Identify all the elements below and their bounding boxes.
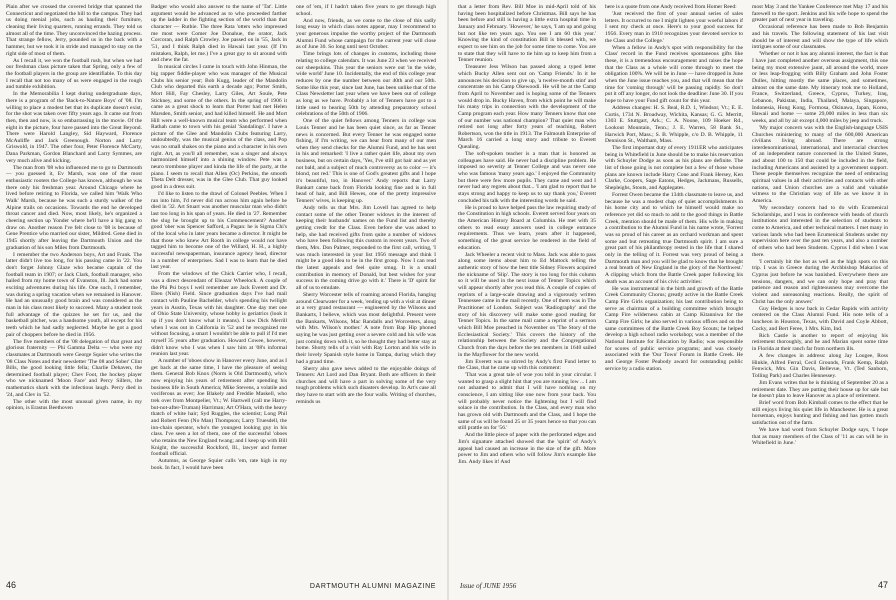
paragraph: The first important duty of every 1911ER who anticipates being in Whitefield in June should be to make his reservation with Schuyler Dodge as soon as his plans are definite. The list of those going is not complete but a few of those whose plans are known include Harry Cone and Frank Hersey, Ken Clarke, Coopers, Sage Eatons, Hedges, Jackmans, Russells, Shepleighs, Stouts, and Applegates. [605,145,743,192]
paragraph: He is proud to have helped pass the law requiring study of the Constitution in high schools. Everett served four years on the American History Board at Columbia. He met with 35 others to read essay answers used in college entrance requirements. Thus we learn, years after it happened, something of the great service he rendered in the field of education. [458,204,596,251]
paragraph: The man from '08 who influenced me to go to Dartmouth — you guessed it, Ev Marsh, was one of the most enthusiastic rooters the College has known, although he was there only his freshman year. Around Chicago where he lived before retiring to Florida, we called him 'Walk Who Walk' Marsh, because he was such a sturdy walker of the Alpine trails on occasions. Towards the end he developed throat cancer and died. Now, most likely, he's organized a cheering section up Yonder where he'll have a big gang to draw on. Another reason I've felt close to '08 is because of Gene Prentice who married our sister, Mildred. Gene died in 1945 shortly after leaving the Dartmouth Union and the graduation of his son Miles from Dartmouth. [6,164,142,251]
paragraph: 'I certainly hit the hot as well as the high spots on this trip. I was in Greece during the Archbishop Makarios of Cyprus just before he was banished. Everywhere there are tensions, dangers, and we can only hope and pray that patience and reason and righteousness may overcome the violent and unreasoning reactions. Really, the spirit of Christ has the only answer.' [752,258,888,305]
paragraph: most May 3 and the Yankee Conference met May 17 and his farewell to the sport. Jenkins and his wife hope to spend the greater part of next year in traveling. [752,4,888,24]
right-column-1 [458,4,596,570]
paragraph: Jim Evans writes that he is thinking of September 20 as a retirement date. They are putting their house up for sale but he doesn't plan to leave Hanover as a place of retirement. [752,379,888,400]
paragraph: I'd like to listen to the drawl of Colonel Peebles. When I ran into him, I'd never did run across him again before he died in '32. Art Stuart was another muscular man who didn't last too long in his span of years. He died in '27. Remember the slug he brought up to his Commencement? Another good 'ober was Spencer Safford, a Pagan: he is Sigma Chi's of the local who in later years became a director. It might be that those who knew Art Rooth in college would not have tagged him to become one of the Willard, H. H., a highly successful newspaperman, insurance agency head, director in a number of enterprises. Sad I was to learn that he died last year. [151,191,287,271]
paragraph: When a fellow in Andy's spot with responsibility for the Class' record in the Fund receives spontaneous gifts like these, it is a tremendous encouragement and raises the hope that the Class as a whole will come through to meet the obligation 100%. We will be in June — have dropped in June when the June issue reaches you, and that will mean that the time for 'coming through' will be passing rapidly. So don't put it off any longer, do not look the deadline: June 30. If you hope to have your Fund gift count for this year. [605,44,743,104]
page-number-right: 47 [877,580,888,590]
paragraph: Sherry also gave news added to the enjoyable doings of Tenners: Art Lord and Dan Bryant. Both are officers in their churches and will have a part in solving some of the very tough problems which such disasters develop. In Art's case all they have to start with are the four walls. Writing of churches, reminds us [296,365,436,405]
paragraph: 'My major concern was with the English-language USIS Churches ministering to many of the 600,000 American civilians living abroad. There are strong interdenominational, international, and interracial churches of an independent nature concerned in the United States, and about 100 to 150 that could be included in the field, including Americans and assisted by a government support. These people themselves recognize the need of embracing spiritual values in all their activities and contacts with other nations, and Union churches are a valid and valuable witness to the Christian way of life as we know it in America. [752,124,888,205]
paragraph: Address changes: H. S. Beal, R.D. 1, Windsor, Vt.; E. E. Curtis, 1734 N. Broadway, Wichita, Kansas; G. G. Merritt, 1303 E. Stuttgart, Ark.; C. A. Noone, 109 Hoeker Rd., Lookout Mountain, Tenn.; J. E. Warren, 58 Bank St., Harwich Port, Mass.; S. B. Whipple, c/o D. B. Whipple, 11 Dennison St., Waltham, Mass. [605,104,743,145]
paragraph: The five members of the '08 delegation of that great and glorious fraternity — Phi Gamma Delta — who were my classmates at Dartmouth were George Squier who writes the '08 Class Notes and their newsletter 'The 08 and Sober' Clint Bills, the good looking little fella; Charlie Dehaven, the determined football player; Chev Foot, the hockey player who we nicknamed 'Moon Face' and Percy Sillers, the mathematics shark with the infectious laugh. Percy died in '24, and Clev in '52. [6,338,142,398]
left-column-1 [6,4,142,570]
paragraph: We have had word from Schuyler Dodge says, 'I hope that as many members of the Class of '11 as can will be in Whitefield in June.' [752,427,888,447]
paragraph: 'My secondary concern had to do with Ecumenical Scholarships, and I was in conference with heads of church institutions and interested in the selection of students to come to America, and other technical matters. I met many in various lands who had been Ecumenical Students under my supervision here over the past ten years, and also a number of others who had been Students. Cyprus I did when I was there. [752,205,888,258]
paragraph: here is a quote from one Andy received from Homer Reed: [605,4,737,10]
paragraph: that a letter from Rev. Bill Moe in mid-April told of his having been hospitalized before Christmas. Bill says he has been before and still is having a little extra hospital time in January and February. 'However,' he says, 'I am up and going but not like ten years ago. You see I am 60 this year.' Knowing the kind of constitution Bill is blessed with, we expect to see him on the job for some time to come. You are to state that they will have to tie him up to keep him from a Tenner reunion. [458,4,596,64]
paragraph: The soft-spoken teacher is a man that is honored as colleagues have said. He never had a discipline problem. He imposed no severity at Tenner College and was never one who was famous 'many years ago.' I enjoyed the Community but there were few more pupils. They came and went and I never had any regrets about that... 'I am glad to report that he stays strong and happy to keep us to say thank you,' Everett concluded his talk with the interesting words he said. [458,151,596,204]
left-column-3 [296,4,436,570]
paragraph: In the Memorabilia I kept during undergraduate days, there is a program of the 'Back-to-Nature Boys' of '08. I'm willing to place a modest bet that its duplicate doesn't exist, for the shot was taken over fifty years ago. It came out from then, then and now, is so embarrassing in the movie. Of the eight in the picture, four have passed into the Great Beyond. There were Harold Langley, Sid Hayward, Florence McAuliffe and Jack Greenough. Norton and Larry Griswold, in 1947. The other four, Peter Florence McCarty, Dana Parkman, Gordon Blanchard and Larry Symmes, are very much alive and kicking. [6,91,142,164]
paragraph: Jim Everett was so stirred by Andy's first Fund letter to the Class, that he came up with this comment: [458,358,596,372]
magazine-title: DARTMOUTH ALUMNI MAGAZINE [309,583,436,590]
paragraph: And now, friends, as we come to the close of this sadly long essay in which class notes appear, may I recommend to your generous impulse the worthy project of the Dartmouth Alumni Fund whose campaign for the current year will close as of June 30. So long until next October. [296,17,436,51]
paragraph: He was instrumental in the birth and growth of the Battle Creek Community Chorus; greatly active in the Battle Creek Camp Fire Girls organization; his last contribution being to serve as chairman of a building committee which brought Camp Fire wilderness cabin at Camp Kitanniwa for the Camp Fire Girls; he also served in various offices and on the same committees of the Battle Creek Boy Scouts; he helped develop a high school radio workshop; was a member of the National Institute for Education by Radio; was responsible for scores of public service programs; and was closely associated with the 'Our Town' Forum in Battle Creek. He and George Foster Peabody award for outstanding public service by a radio station. [605,285,743,372]
paragraph: 'That was a great tale of woe you told in your circular. I wanted to grasp a slight hint that you are running low ... I am not ashamed to admit that I will have nothing on my conscience, I am sitting like one now from your back. You will probably never notice the lightening but I will find solace in the contribution. In the Class, and every man who has grown old with Dartmouth and the Class, and I hope the same of us will be found 25 or 35 years hence so that you can still prattle on for '56.' [458,372,596,432]
paragraph: 'Just received the first of your annual series of sales letters. It occurred to me I might lighten your woeful labors if I sent my check at once. Here's to your good success for 1956. Every man in 1910 recognizes your devoted service to the Class and the College.' [605,11,743,44]
paragraph: Sherry Worcester tells of roaming around Florida, hanging around Clearwater for a week, 'ending up with a visit at dinner at a very grand restaurant — engineered by the Wilsons and Bankarts, I believe, which was most delightful. Present were the Bankarts, Wilsons, Mac Randalls and Worcesters, along with Mrs. Wilson's mother.' A note from Bap Hip phoned saying he was just getting over a severe cold and his wife was just coming down with it, so he thought they had better stay at home. Shorty tells of a visit with Ray Lorton and his wife in their lovely Spanish style home in Tampa, during which they had a grand time. [296,291,436,365]
paragraph: One of the quiet fellows among Tenners in college was Louis Tenner and he has been quiet since, as far as Tenner news is concerned. But every Tenner he was engaged some fishing, if I'm writing, we can hear from many of our men when they send checks for the Alumni Fund, and he has sent in his and remarked: 'I live a rather quiet life, about my own business, but on certain days, 'Yes, I've still got hair and as yet not bald, and a subject of much controversy as to color — it's blond, not red.' This is one of God's greatest gifts and I hope it's beautiful, too, in Hanover.' Andy reports that Larry Bankart came back from Florida looking fine and is in full head of hair, and Bill Hewes, one of the pretty impressive Tenners' wives, is keeping up. [296,118,436,205]
paragraph: 'Whether or not it has any alumni interest, the fact is that I have just completed another overseas assignment, this one being my most extensive jaunt, all around the world, more or less leap-frogging with Billy Graham and John Foster Dulles, hitting mostly the same places, and sometimes, almost on the same date. My itinerary took me to Holland, France, Switzerland, Greece, Cyprus, Turkey, Iraq, Lebanon, Pakistan, India, Thailand, Malaya, Singapore, Indonesia, Hong Kong, Formosa, Okinawa, Japan, Korea, Hawaii and home — some 29,000 miles in less than six weeks, and all by air except 4,000 miles by jeep and truck. [752,51,888,124]
paragraph: A number of 'oboes show in Hanover every June, and as I get back at the same time, I have the pleasure of seeing them. General Bob Knox (Norm is Old Dartmouth), who's now enjoying his years of retirement after spending his business life in South America; Mike Stevens, a volatile and vociferous as ever; Joe Blakely and Freddie Maskell, who trek over from Montpelier, Vt.; W. Hartwell (call me Harry-but-not-after-Truman) Harriman; Art O'Hara, with the heavy thatch of white hair; Syd Ruggles, the scientist; Long Phil and Robert Fenn (No Man) Thompson; Larry Truesdell, the inn-chain operator, who's the youngest looking guy in his class. I've seen a lot of them, one of the successful 'oboes who retains the New England twang; and I keep up with Bill Knight, the successful Rockford, Ill., lawyer and former football official. [151,358,287,458]
paragraph: I remember the two Anderson boys, Art and Frank. The latter didn't live too long, for his passing came in '22. You don't forget Johnny Glaze who became captain of the football team in 1907; or Jack Clark, football manager, who hailed from my home town of Evanston, Ill. Jack had some exciting adventures during his life. One such, I remember, was during a spring vacation when we remained in Hanover. He had an unusually good brain and was considered as the man in his class most likely to succeed. Many a student took full advantage of the quizzes he set for us, and the basketball pitcher, was a handsome youth, all except for his teeth which he had sadly neglected. Maybe he got a good pair of choppers before he died in 1956. [6,251,142,338]
right-footer [448,572,896,600]
paragraph: Autumns, as George Squier calls 'em, rate high in my book. In fact, I would have been [151,458,287,471]
paragraph: Rich Castle is another to report of enjoying his retirement thoroughly, and he and Marian spent some time in Florida at their ranch far from northern ills. [752,332,888,352]
paragraph: Forrest Owen became the 134th classmate to leave us, and because he was a modest chap of quiet accomplishments in his home city and to which he himself would make no reference yet did so much to add to the good things in Battle Creek, mention should be made of them. His wife in making a contribution to the Alumni Fund in his name wrote, 'Forrest was so proud of his career as an orchard workman and spent some and but retreating true Dartmouth spirit. I am sure a great part of his philanthropy rested in the life that I shared only in the telling of it. Forrest was very proud of being a Dartmouth man and you will be glad to know that he brought a real breath of New England in the glory of the Northwest.' A clipping which from the Battle Creek paper following his death was an account of his civic activities: [605,192,743,285]
issue-label: Issue of JUNE 1956 [460,582,517,590]
paragraph: Guy Hedges is now back in Cedar Rapids with activity centered on the Class Alumni Fund. His note tells of a luncheon in Houston, Texas, with David and Coyle Abbott, Cocky, and Bert Feree, 1 Mrs. Kim, Ind. [752,305,888,332]
paragraph: Jack Wheeler a recent visit to Mass. Jack was able to pass along some items about him to Ed Mattock telling the authentic story of how the best title Sidney Flowers acquired the nickname of 'Slip'. The story is too long for this column so it will be used in the next issue of Tenner Topics which will appear shortly after you read this. A couple of copies of reprints of a large-scale drawing and a vigorously written Tennessee came in the mail recently. One of them was in The Practitioner of London. Subject was 'Radiography' and the story of his discovery will make some good reading for Tenner Topics. In the same mail came a reprint of a sermon which Bill Moe preached in November on 'The Story of the Ecclesiastical Society.' This covers the history of the relationship between the Society and the Congregational Church from the days before the ten members in 1640 sailed in the Mayflower for the new world. [458,251,596,358]
paragraph: Treasurer Jess Wilson has passed along a typed letter which Bucky Allen sent out on 'Camp Friends.' In it he announces his decision to give up, 'a twelve-month stint' and concentrate on his Camp Okewoodi. He will be at the Camp from April to November and is hoping some of the Tenners would drop in. Bucky Haven, from which point he will make his many trips in connection with the development of the Camp program each year. How many Tenners know that one of our number was national champion? That quiet man who retired not long after forty years of teaching, Robert Robertson, won the title in 1913. The Falmouth Enterprise of March 16 carried a long story and tribute to Everett Quealing. [458,64,596,151]
paragraph: In musical circles I came in touch with John Hinman, the big rapper fiddle-player who was manager of the Musical Clubs his senior year; Bob Kugg, leader of the Mandolin Club who departed this earth a decade ago; Porter Smith, Mort Hill, Fay Chesley, Larry Giles, Art Soule, Pete Stickney, and some of the others. In the spring of 1906 it came as a great shock to learn that Porter had met Helen Marsden, Smith senior, and had killed himself. He and Mort Hill were a well-known musical team who performed when Rathah came to town with his genial 'Sandalings'. I have a picture of the Glee and Mandolin Clubs featuring Larry, undoubtedly, was the musical genius of the class, and Pop was no small shakes on the piano and a character in his own right. Art, as you'll all remember, was a singer and always harmonized himself into a shining window. Pete was a neuro trombone player and kinda the life of the party, at the piano. I seem to recall that Allen (Oc) Perkins, the smooth Theta Delt dresser, was in the Glee Club. That guy looked good in a dress suit. [151,64,287,191]
right-column-2 [605,4,743,570]
paragraph: Occasional reference has been made to Bob Benjamin and his travels. The following statement of his last visit should be of interest and will show the type of life which intrigues some of our classmates. [752,24,888,51]
left-column-2 [151,4,287,570]
right-page [448,0,896,600]
paragraph: The other with the most unusual given name, in my opinion, is Erastus Beethoven [6,398,142,412]
paragraph: As I recall it, we won the football rush, but when we had our freshman class picture taken that Spring, only a few of the football players in the group are identifiable. To this day I recall that not too many of us were engaged in the rough and tumble exhibition. [6,57,142,91]
right-column-3 [752,4,888,570]
paragraph: one of 'em, if I hadn't taken five years to get through high school. [296,4,436,17]
paragraph: Plain after we crossed the covered bridge that spanned the Connecticut and negotiated the hill to the campus. They had us doing menial jobs, such as hauling their furniture, cleaning their living quarters, running errands. They told us almost all of the time. They unconvinced the hazing process. That strange fellow, Jerry, pounded us in the back with a hammer, but we took it in stride and managed to stay on the right side of most of them. [6,4,142,57]
paragraph: From the windows of the Chick Carrier who, I recall, was a direct descendant of Eleazar Wheelock. A couple of the Phi Psi boys I well remember are Jack Everett and Dr. Eben (Nish) Field. Since graduation days I've had mail contact with Pauline Bachelder, who's spending his twilight years in Austin, Texas with his daughter. One day met one of Ohio State University, whose hobby is geriatrics (look it up if you don't know what it means). I saw Dick Merrill when I was out in California in '52 and he recognized me without focusing, a smart I wouldn't be able to pull if I'd met myself 35 years after graduation. Howard Cowee, however, didn't know who I was when I saw him at '08's informal reunion last year. [151,271,287,358]
paragraph: Badger who would also answer to the name of 'Tat'. Little argument would be advanced as to who proceeded farther up the ladder in the fighting section of the world than that character — Ruthie. The three Rata 'otters who impressed me most were Comer Joe Donahue, the orator, Jack Corcoran, and Ralph Crowley. Joe passed on in '55, Jack in '51, and I think Ralph died in Hawaii last year. (If I'm mistaken, Ralph, let me.) I've a great guy to sit around with and chew the fat. [151,4,287,64]
paragraph: And the little piece of paper with the perforated edges and Jim's signature attached showed that the 'spirit' of Andy's appeal had caused an increase in the size of the gift. More power to Jim and others who will follow Jim's example like Jim. Andy likes it! And [458,432,596,466]
page-number-left: 46 [6,580,17,590]
paragraph: A few changes in address: along Jay Lougee, Ross Hinkle, Alfred Ferral, Cecil Grounds, Frank Kemp, Ralph Fenwick, Mrs. Gin Davis, Bellevue, Vt. (Ted Sanborn, Tolling Park) and Charles Hennessey. [752,352,888,379]
paragraph: Andy tells us that Mrs. Jim Lovell has agreed to help contact some of the other Tenner widows in the interest of keeping their husbands' names on the Fund list and thereby getting credit for the Class. Even before she was asked to help, she had received gifts from quite a number of widows who have been following this custom in recent years. Two of them, Mrs. Don Palmer, responded to the first call, writing, 'I was much interested in your list 1956 message and think I might be a good idea to be in the first group. Now I can read the latest appeals and feel quite smug. It is a small contribution in memory of Donald, but best wishes for your success in the coming drive go with it.' There is 'D' spirit for all of us to emulate. [296,205,436,291]
paragraph: Time brings lots of changes in customs, including those relating to college calendars. It was June 23 when we received our sheepskins. This year the seniors were out 'in the wide, wide world' June 10. Incidentally, the end of this college year reduces by one the number between our 40th and our 50th. Some like this year, since last June, has been unlike that of the Class Newsletter last year when we have been out of college as long as we have. Probably a lot of Tenners have got to a little used to hearing 50th by attending preparatory school celebrations of the 50th of 1906. [296,51,436,118]
paragraph: Brief word from Bob Kimball comes to the effect that he still enjoys living his quiet life in Manchester. He is a great horseman, enjoys hunting and fishing and has gotten much satisfaction out of the farm. [752,400,888,427]
left-footer [0,572,448,600]
